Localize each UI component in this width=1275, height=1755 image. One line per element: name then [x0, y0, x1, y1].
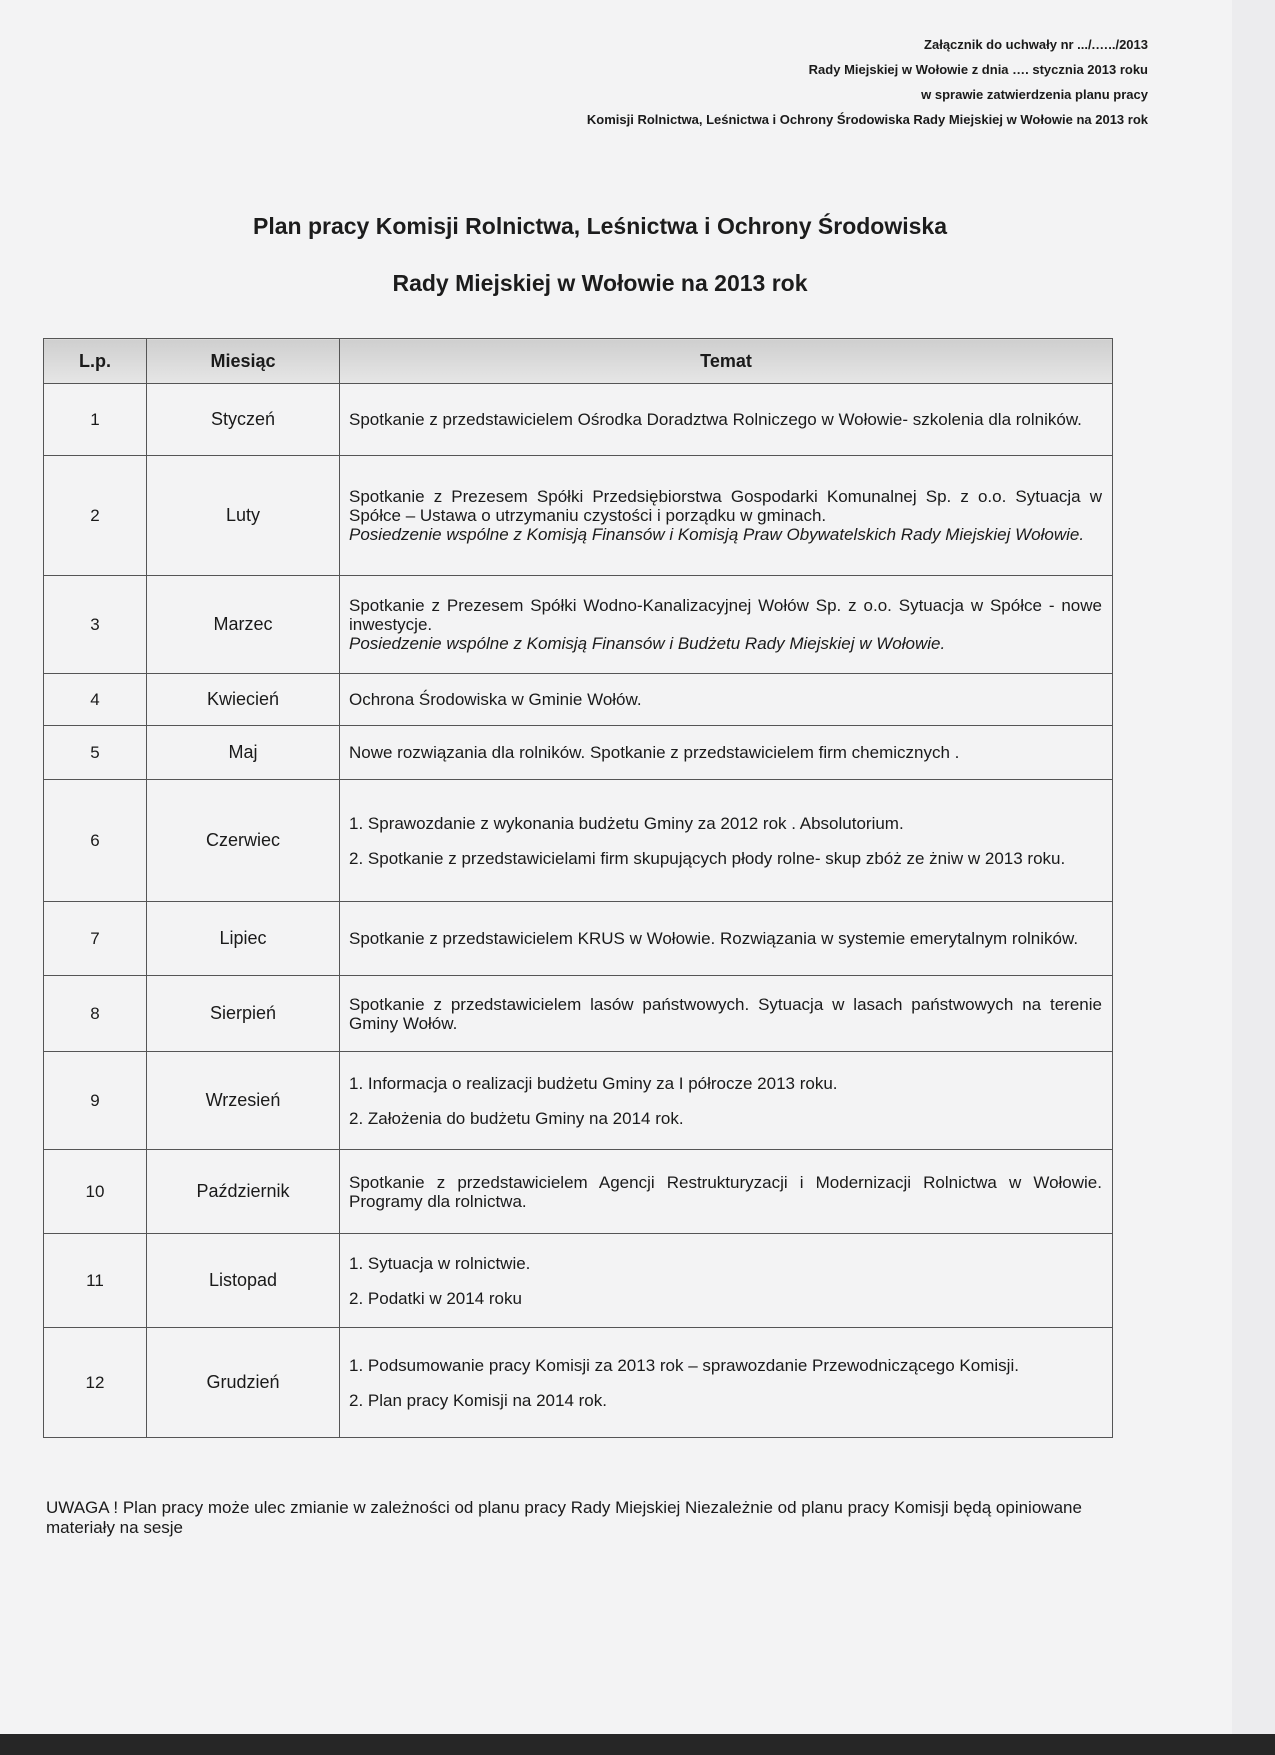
- row-number: 10: [44, 1150, 147, 1234]
- note-text: UWAGA ! Plan pracy może ulec zmianie w zależności od planu pracy Rady Miejskiej Niezależnie od planu pracy Komisji będą opiniowane materiały na sesje: [46, 1498, 1082, 1537]
- topic-paragraph: Spotkanie z Prezesem Spółki Wodno-Kanalizacyjnej Wołów Sp. z o.o. Sytuacja w Spółce - nowe inwestycje.: [349, 596, 1102, 634]
- row-number: 12: [44, 1328, 147, 1438]
- row-month: Grudzień: [147, 1328, 340, 1438]
- topic-paragraph: 2. Podatki w 2014 roku: [349, 1288, 522, 1308]
- topic-paragraph: Nowe rozwiązania dla rolników. Spotkanie z przedstawicielem firm chemicznych .: [349, 743, 960, 762]
- row-month: Lipiec: [147, 902, 340, 976]
- row-topic: [340, 902, 1113, 976]
- topic-paragraph: 1. Sprawozdanie z wykonania budżetu Gminy za 2012 rok . Absolutorium.: [349, 813, 904, 833]
- scan-edge-right: [1232, 0, 1275, 1755]
- table-row: [44, 1234, 1113, 1328]
- row-month: Wrzesień: [147, 1052, 340, 1150]
- table-body: [44, 384, 1113, 1438]
- row-number: 4: [44, 674, 147, 726]
- header-line: Rady Miejskiej w Wołowie z dnia …. stycznia 2013 roku: [808, 62, 1148, 77]
- topic-italic-note: Posiedzenie wspólne z Komisją Finansów i Komisją Praw Obywatelskich Rady Miejskiej Wołowie.: [349, 525, 1085, 544]
- table-header-row: [44, 339, 1113, 384]
- topic-paragraph: 2. Plan pracy Komisji na 2014 rok.: [349, 1390, 607, 1410]
- topic-paragraph: 1. Podsumowanie pracy Komisji za 2013 rok – sprawozdanie Przewodniczącego Komisji.: [349, 1355, 1019, 1375]
- topic-paragraph: 1. Informacja o realizacji budżetu Gminy za I półrocze 2013 roku.: [349, 1073, 838, 1093]
- row-number: 6: [44, 780, 147, 902]
- topic-paragraph: Spotkanie z przedstawicielem Agencji Restrukturyzacji i Modernizacji Rolnictwa w Wołowie. Programy dla rolnictwa.: [349, 1172, 1102, 1211]
- row-topic: [340, 1234, 1113, 1328]
- topic-paragraph: Spotkanie z przedstawicielem lasów państwowych. Sytuacja w lasach państwowych na terenie Gminy Wołów.: [349, 994, 1102, 1033]
- table-row: [44, 976, 1113, 1052]
- table-row: [44, 456, 1113, 576]
- row-month: Listopad: [147, 1234, 340, 1328]
- row-topic: [340, 976, 1113, 1052]
- row-topic: [340, 456, 1113, 576]
- row-topic: [340, 1150, 1113, 1234]
- topic-paragraph: 2. Spotkanie z przedstawicielami firm skupujących płody rolne- skup zbóż ze żniw w 2013 roku.: [349, 848, 1066, 868]
- table-row: [44, 726, 1113, 780]
- row-month: Maj: [147, 726, 340, 780]
- table-row: [44, 1328, 1113, 1438]
- header-line: Komisji Rolnictwa, Leśnictwa i Ochrony Środowiska Rady Miejskiej w Wołowie na 2013 rok: [586, 112, 1148, 127]
- header-line: w sprawie zatwierdzenia planu pracy: [921, 87, 1148, 102]
- table-row: [44, 384, 1113, 456]
- header-line: Załącznik do uchwały nr .../.…../2013: [924, 37, 1148, 52]
- column-header-month: Miesiąc: [147, 339, 340, 384]
- scan-edge-bottom: [0, 1734, 1275, 1755]
- topic-italic-note: Posiedzenie wspólne z Komisją Finansów i Budżetu Rady Miejskiej w Wołowie.: [349, 634, 946, 653]
- row-topic: [340, 780, 1113, 902]
- row-number: 9: [44, 1052, 147, 1150]
- row-number: 7: [44, 902, 147, 976]
- row-month: Styczeń: [147, 384, 340, 456]
- table-row: [44, 1052, 1113, 1150]
- topic-paragraph: Ochrona Środowiska w Gminie Wołów.: [349, 690, 642, 709]
- table-row: [44, 902, 1113, 976]
- row-month: Październik: [147, 1150, 340, 1234]
- topic-paragraph: Spotkanie z Prezesem Spółki Przedsiębiorstwa Gospodarki Komunalnej Sp. z o.o. Sytuacja w Spółce – Ustawa o utrzymaniu czystości i porządku w gminach.: [349, 487, 1102, 525]
- resolution-header: [400, 32, 1148, 132]
- table-row: [44, 1150, 1113, 1234]
- topic-paragraph: 1. Sytuacja w rolnictwie.: [349, 1253, 531, 1273]
- topic-paragraph: Spotkanie z przedstawicielem Ośrodka Doradztwa Rolniczego w Wołowie- szkolenia dla rolników.: [349, 410, 1082, 429]
- row-topic: [340, 384, 1113, 456]
- row-month: Kwiecień: [147, 674, 340, 726]
- row-number: 8: [44, 976, 147, 1052]
- column-header-topic: Temat: [340, 339, 1113, 384]
- row-month: Czerwiec: [147, 780, 340, 902]
- topic-paragraph: Spotkanie z przedstawicielem KRUS w Wołowie. Rozwiązania w systemie emerytalnym rolników.: [349, 929, 1079, 948]
- row-topic: [340, 576, 1113, 674]
- row-number: 5: [44, 726, 147, 780]
- row-month: Sierpień: [147, 976, 340, 1052]
- row-topic: [340, 1328, 1113, 1438]
- row-month: Marzec: [147, 576, 340, 674]
- row-number: 2: [44, 456, 147, 576]
- row-topic: [340, 1052, 1113, 1150]
- row-topic: [340, 674, 1113, 726]
- document-subtitle: Rady Miejskiej w Wołowie na 2013 rok: [392, 270, 808, 296]
- row-number: 1: [44, 384, 147, 456]
- table-row: [44, 674, 1113, 726]
- table-row: [44, 576, 1113, 674]
- row-number: 3: [44, 576, 147, 674]
- row-topic: [340, 726, 1113, 780]
- column-header-lp: L.p.: [44, 339, 147, 384]
- row-number: 11: [44, 1234, 147, 1328]
- table-row: [44, 780, 1113, 902]
- row-month: Luty: [147, 456, 340, 576]
- document-title: Plan pracy Komisji Rolnictwa, Leśnictwa i Ochrony Środowiska: [252, 213, 948, 239]
- topic-paragraph: 2. Założenia do budżetu Gminy na 2014 rok.: [349, 1108, 684, 1128]
- work-plan-table: [43, 338, 1113, 1438]
